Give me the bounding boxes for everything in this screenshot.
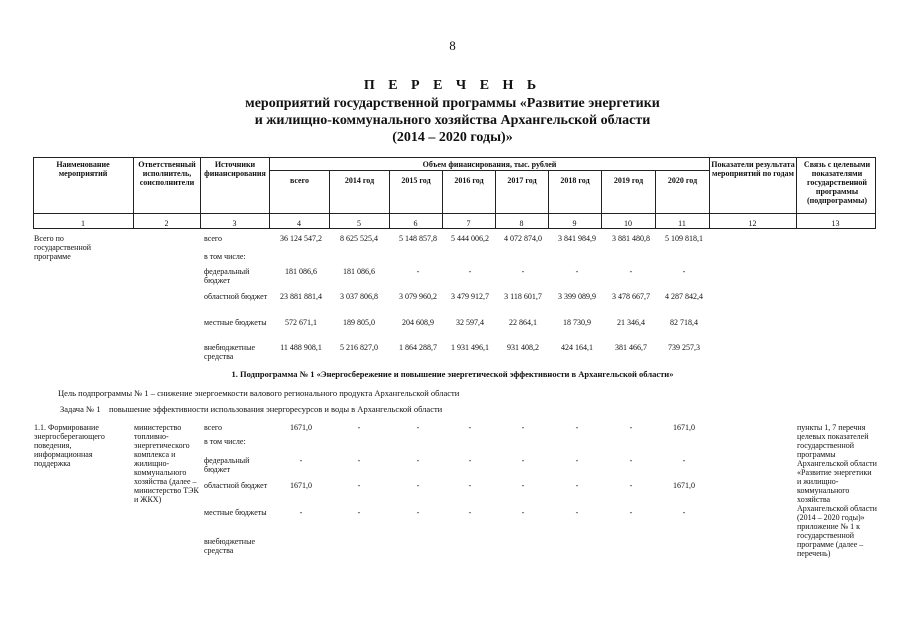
- funding-value: 4 072 874,0: [504, 234, 542, 243]
- funding-value: -: [521, 423, 525, 432]
- financing-group-border: [269, 170, 709, 171]
- funding-source: местные бюджеты: [204, 318, 267, 327]
- funding-value: -: [521, 267, 525, 276]
- funding-value: 36 124 547,2: [280, 234, 322, 243]
- funding-value: 22 864,1: [509, 318, 537, 327]
- header-name: Наименование мероприятий: [56, 160, 110, 178]
- header-target-link: Связь с целевыми показателями государственной программы (подпрограммы): [803, 160, 871, 205]
- funding-value: -: [575, 508, 579, 517]
- funding-value: -: [416, 456, 420, 465]
- header-bottom-border: [33, 213, 876, 214]
- page-number: 8: [449, 38, 456, 53]
- funding-value: -: [416, 481, 420, 490]
- column-number: 13: [831, 219, 840, 228]
- header-financing-group: Объем финансирования, тыс. рублей: [422, 160, 557, 169]
- funding-value: -: [682, 456, 686, 465]
- funding-value: 1671,0: [673, 481, 695, 490]
- column-number: 3: [232, 219, 237, 228]
- column-number: 10: [624, 219, 632, 228]
- funding-value: -: [629, 456, 633, 465]
- funding-value: -: [575, 267, 579, 276]
- column-number: 2: [164, 219, 169, 228]
- funding-value: -: [299, 508, 303, 517]
- header-sources: Источники финансирования: [204, 160, 266, 178]
- funding-value: 181 086,6: [343, 267, 375, 276]
- funding-value: 32 597,4: [456, 318, 484, 327]
- funding-value: 3 881 480,8: [612, 234, 650, 243]
- subprogram-title: 1. Подпрограмма № 1 «Энергосбережение и повышение энергетической эффективности в Архангельской области»: [231, 369, 674, 379]
- funding-value: -: [521, 481, 525, 490]
- funding-value: 3 037 806,8: [340, 292, 378, 301]
- subprogram-goal: Цель подпрограммы № 1 – снижение энергоемкости валового регионального продукта Архангельской области: [58, 388, 460, 398]
- document-subtitle-line-3: (2014 – 2020 годы)»: [392, 130, 513, 145]
- funding-source: местные бюджеты: [204, 508, 267, 517]
- funding-value: 3 478 667,7: [612, 292, 650, 301]
- funding-value: 1 864 288,7: [399, 343, 437, 352]
- table-header: [33, 157, 876, 229]
- funding-value: -: [521, 456, 525, 465]
- header-year-total: всего: [289, 176, 310, 185]
- column-number: 6: [413, 219, 418, 228]
- funding-source: областной бюджет: [204, 481, 268, 490]
- funding-value: -: [468, 456, 472, 465]
- funding-value: -: [629, 508, 633, 517]
- item-target-link: пункты 1, 7 перечня целевых показателей государственной программы Архангельской области «Развитие энергетики и жилищно-коммунального хозяйства Архангельской области (2014 – 2020 годы)» приложение № 1 к государственной программе (далее – перечень): [797, 423, 877, 558]
- document-subtitle-line-2: и жилищно-коммунального хозяйства Архангельской области: [254, 113, 651, 128]
- funding-value: 21 346,4: [617, 318, 645, 327]
- funding-value: 5 216 827,0: [340, 343, 378, 352]
- funding-value: -: [468, 481, 472, 490]
- funding-value: -: [357, 423, 361, 432]
- column-number: 1: [81, 219, 85, 228]
- funding-value: 23 881 881,4: [280, 292, 322, 301]
- funding-value: -: [416, 267, 420, 276]
- funding-value: 5 444 006,2: [451, 234, 489, 243]
- funding-value: 3 399 089,9: [558, 292, 596, 301]
- funding-value: -: [575, 456, 579, 465]
- funding-value: -: [629, 267, 633, 276]
- number-row-border: [33, 228, 876, 229]
- funding-value: 11 488 908,1: [280, 343, 322, 352]
- header-top-border: [33, 157, 876, 158]
- document-title: П Е Р Е Ч Е Н Ь: [363, 78, 542, 93]
- funding-value: 189 805,0: [343, 318, 375, 327]
- funding-value: -: [682, 267, 686, 276]
- header-year-2020: 2020 год: [667, 176, 698, 185]
- funding-source: федеральный бюджет: [204, 267, 250, 285]
- funding-value: 3 841 984,9: [558, 234, 596, 243]
- funding-value: 381 466,7: [615, 343, 647, 352]
- funding-value: -: [468, 508, 472, 517]
- funding-value: -: [629, 423, 633, 432]
- funding-value: -: [299, 456, 303, 465]
- column-number: 8: [519, 219, 524, 228]
- column-number: 11: [678, 219, 686, 228]
- header-year-2018: 2018 год: [560, 176, 590, 185]
- funding-value: 18 730,9: [563, 318, 591, 327]
- funding-value: 4 287 842,4: [665, 292, 703, 301]
- funding-value: -: [468, 423, 472, 432]
- header-year-2016: 2016 год: [454, 176, 484, 185]
- funding-value: -: [468, 267, 472, 276]
- column-number: 7: [466, 219, 471, 228]
- subprogram-task: Задача № 1 повышение эффективности использования энергоресурсов и воды в Архангельской области: [60, 404, 443, 414]
- funding-value: -: [575, 481, 579, 490]
- funding-value: -: [357, 481, 361, 490]
- funding-value: -: [521, 508, 525, 517]
- document-subtitle-line-1: мероприятий государственной программы «Развитие энергетики: [245, 96, 660, 111]
- funding-value: 3 079 960,2: [399, 292, 437, 301]
- funding-value: 3 118 601,7: [504, 292, 542, 301]
- funding-source: в том числе:: [204, 437, 246, 446]
- funding-source: внебюджетные средства: [204, 537, 255, 555]
- funding-value: -: [416, 508, 420, 517]
- column-number: 4: [297, 219, 301, 228]
- header-year-2017: 2017 год: [507, 176, 537, 185]
- funding-source: областной бюджет: [204, 292, 268, 301]
- funding-value: 1 931 496,1: [451, 343, 489, 352]
- header-result-indicators: Показатели результата мероприятий по годам: [711, 160, 795, 178]
- funding-value: 1671,0: [673, 423, 695, 432]
- header-year-2014: 2014 год: [344, 176, 375, 185]
- funding-value: -: [357, 456, 361, 465]
- funding-source: внебюджетные средства: [204, 343, 255, 361]
- funding-value: 1671,0: [290, 481, 312, 490]
- header-year-2019: 2019 год: [613, 176, 644, 185]
- funding-value: 1671,0: [290, 423, 312, 432]
- funding-value: 5 148 857,8: [399, 234, 437, 243]
- funding-value: 82 718,4: [670, 318, 698, 327]
- column-number: 5: [357, 219, 361, 228]
- funding-source: всего: [204, 234, 223, 243]
- funding-value: 931 408,2: [507, 343, 539, 352]
- funding-value: 572 671,1: [285, 318, 317, 327]
- funding-value: 5 109 818,1: [665, 234, 703, 243]
- funding-value: 739 257,3: [668, 343, 700, 352]
- column-number: 9: [572, 219, 577, 228]
- header-year-2015: 2015 год: [401, 176, 431, 185]
- total-program-name: Всего по государственной программе: [34, 234, 92, 261]
- item-executor: министерство топливно-энергетического комплекса и жилищно-коммунального хозяйства (далее – министерство ТЭК и ЖКХ): [134, 423, 199, 504]
- column-number: 12: [748, 219, 757, 228]
- item-name: 1.1. Формирование энергосберегающего поведения, информационная поддержка: [34, 423, 105, 468]
- funding-value: 181 086,6: [285, 267, 317, 276]
- funding-value: -: [575, 423, 579, 432]
- funding-value: -: [416, 423, 420, 432]
- funding-value: 3 479 912,7: [451, 292, 489, 301]
- funding-value: 424 164,1: [561, 343, 593, 352]
- funding-value: -: [682, 508, 686, 517]
- funding-source: всего: [204, 423, 223, 432]
- header-executor: Ответственный исполнитель, соисполнители: [138, 160, 196, 187]
- funding-value: -: [629, 481, 633, 490]
- funding-value: 204 608,9: [402, 318, 434, 327]
- funding-value: -: [357, 508, 361, 517]
- funding-source: федеральный бюджет: [204, 456, 250, 474]
- funding-value: 8 625 525,4: [340, 234, 378, 243]
- funding-source: в том числе:: [204, 252, 246, 261]
